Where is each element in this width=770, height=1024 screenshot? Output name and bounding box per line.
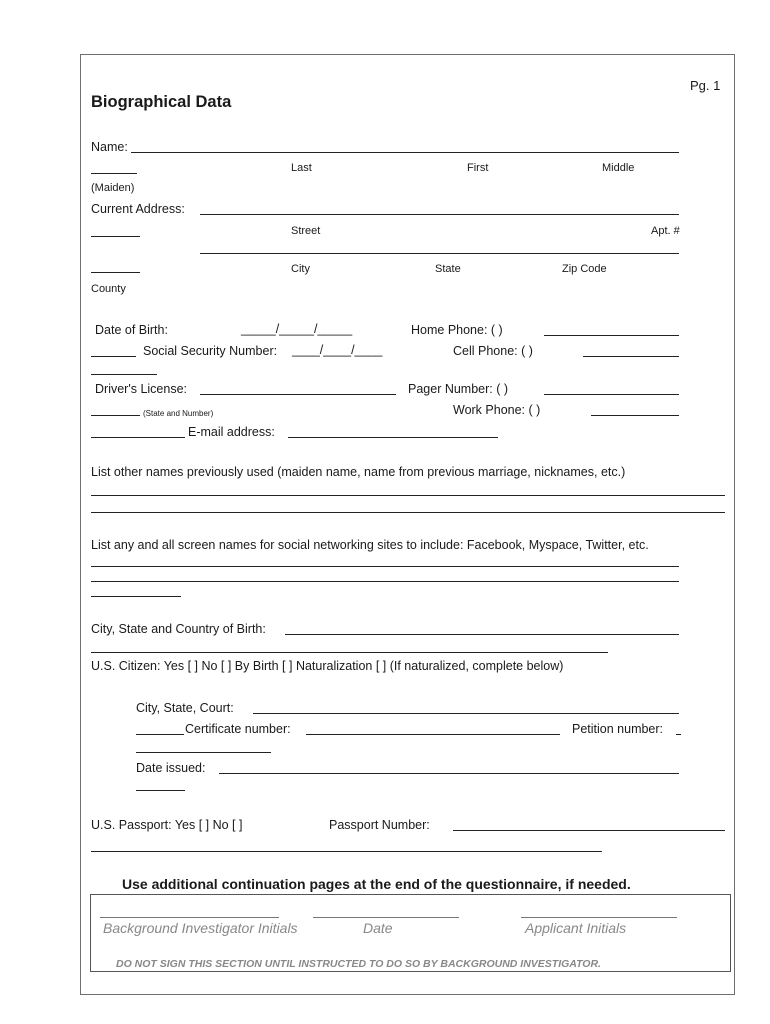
cell-phone-label: Cell Phone: ( ): [453, 344, 533, 358]
apt-caption: Apt. #: [651, 225, 680, 237]
county-line: [91, 272, 140, 273]
last-caption: Last: [291, 162, 312, 174]
passport-number-label: Passport Number:: [329, 818, 430, 832]
name-continuation-line: [91, 173, 137, 174]
birthplace-label: City, State and Country of Birth:: [91, 622, 266, 636]
ssn-continuation-line: [91, 374, 157, 375]
page-frame: [80, 54, 735, 995]
home-phone-field[interactable]: [544, 335, 679, 336]
date-issued-continuation-line: [136, 790, 185, 791]
work-phone-field[interactable]: [591, 415, 679, 416]
home-phone-label: Home Phone: ( ): [411, 323, 503, 337]
petition-field[interactable]: [676, 734, 681, 735]
birthplace-continuation-line[interactable]: [91, 652, 608, 653]
zip-caption: Zip Code: [562, 263, 607, 275]
page-number: Pg. 1: [690, 78, 721, 93]
ssn-field[interactable]: ____/____/____: [292, 343, 383, 357]
petition-label: Petition number:: [572, 722, 664, 736]
city-state-zip-field[interactable]: [200, 253, 679, 254]
screen-names-label: List any and all screen names for social networking sites to include: Facebook, Myspace, Twitter, etc.: [91, 538, 649, 552]
state-caption: State: [435, 263, 461, 275]
email-label: E-mail address:: [188, 425, 275, 439]
date-caption: Date: [363, 920, 393, 936]
street-caption: Street: [291, 225, 321, 237]
street-field[interactable]: [200, 214, 679, 215]
other-names-line-1[interactable]: [91, 495, 725, 496]
ssn-label: Social Security Number:: [143, 344, 278, 358]
drivers-license-label: Driver's License:: [95, 382, 187, 396]
passport-number-field[interactable]: [453, 830, 725, 831]
maiden-caption: (Maiden): [91, 182, 135, 194]
petition-continuation-line[interactable]: [136, 752, 271, 753]
date-signature-line[interactable]: [313, 917, 459, 918]
birthplace-field[interactable]: [285, 634, 679, 635]
pager-field[interactable]: [544, 394, 679, 395]
other-names-label: List other names previously used (maiden name, name from previous marriage, nicknames, etc.): [91, 465, 626, 479]
other-names-line-2[interactable]: [91, 512, 725, 513]
first-caption: First: [467, 162, 489, 174]
applicant-initials-caption: Applicant Initials: [525, 920, 627, 936]
certificate-lead-line: [136, 734, 184, 735]
applicant-initials-line[interactable]: [521, 917, 677, 918]
license-continuation-line: [91, 415, 140, 416]
email-lead-line: [91, 437, 185, 438]
ssn-lead-line: [91, 356, 136, 357]
do-not-sign-note: DO NOT SIGN THIS SECTION UNTIL INSTRUCTED TO DO SO BY BACKGROUND INVESTIGATOR.: [116, 958, 601, 970]
date-issued-field[interactable]: [219, 773, 679, 774]
name-field[interactable]: [131, 152, 679, 153]
screen-names-line-3[interactable]: [91, 596, 181, 597]
dob-field[interactable]: _____/_____/_____: [241, 322, 353, 336]
cell-phone-field[interactable]: [583, 356, 679, 357]
address-label: Current Address:: [91, 202, 185, 216]
us-citizen-line: U.S. Citizen: Yes [ ] No [ ] By Birth [ ] Naturalization [ ] (If naturalized, complete below): [91, 659, 564, 673]
passport-continuation-line[interactable]: [91, 851, 602, 852]
continuation-note: Use additional continuation pages at the end of the questionnaire, if needed.: [122, 876, 631, 892]
address-continuation-line: [91, 236, 140, 237]
us-passport-line: U.S. Passport: Yes [ ] No [ ]: [91, 818, 243, 832]
state-number-caption: (State and Number): [143, 409, 214, 418]
court-field[interactable]: [253, 713, 679, 714]
investigator-initials-line[interactable]: [100, 917, 279, 918]
dob-label: Date of Birth:: [95, 323, 168, 337]
page-title: Biographical Data: [91, 93, 232, 111]
middle-caption: Middle: [602, 162, 635, 174]
email-field[interactable]: [288, 437, 498, 438]
county-caption: County: [91, 283, 126, 295]
drivers-license-field[interactable]: [200, 394, 396, 395]
certificate-label: Certificate number:: [185, 722, 291, 736]
certificate-field[interactable]: [306, 734, 560, 735]
city-caption: City: [291, 263, 310, 275]
investigator-initials-caption: Background Investigator Initials: [103, 920, 298, 936]
work-phone-label: Work Phone: ( ): [453, 403, 541, 417]
screen-names-line-2[interactable]: [91, 581, 679, 582]
name-label: Name:: [91, 140, 128, 154]
date-issued-label: Date issued:: [136, 761, 206, 775]
pager-label: Pager Number: ( ): [408, 382, 509, 396]
court-label: City, State, Court:: [136, 701, 234, 715]
screen-names-line-1[interactable]: [91, 566, 679, 567]
